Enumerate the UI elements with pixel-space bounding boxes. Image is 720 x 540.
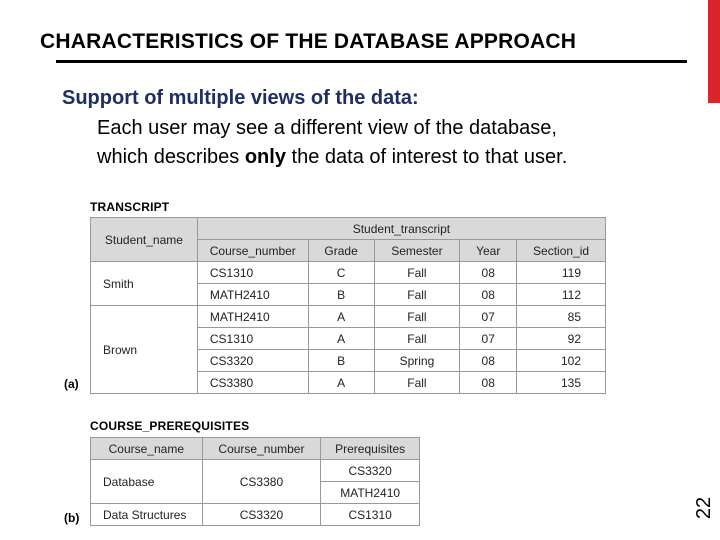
student-name-cell: Brown: [91, 306, 198, 394]
column-header: Course_name: [91, 438, 203, 460]
table-cell: 102: [517, 350, 606, 372]
table-cell: CS3380: [197, 372, 308, 394]
table-cell: B: [308, 350, 374, 372]
column-header: Semester: [374, 240, 460, 262]
table-cell: Spring: [374, 350, 460, 372]
prereq-header-row: [91, 438, 420, 460]
title-underline: [56, 60, 687, 63]
transcript-table-title: TRANSCRIPT: [90, 200, 170, 214]
prerequisites-table-title: COURSE_PREREQUISITES: [90, 419, 250, 433]
table-cell: Fall: [374, 262, 460, 284]
student-transcript-header: Student_transcript: [197, 218, 605, 240]
table-row: [91, 460, 420, 482]
course-name-cell: Database: [91, 460, 203, 504]
table-row: [91, 262, 606, 284]
table-cell: MATH2410: [197, 284, 308, 306]
body-line-2-start: which describes: [97, 146, 245, 168]
table-cell: 08: [460, 372, 517, 394]
table-cell: A: [308, 306, 374, 328]
emphasis-only: only: [244, 146, 286, 168]
column-header: Grade: [308, 240, 374, 262]
table-cell: 07: [460, 328, 517, 350]
course-prerequisites-table: [90, 437, 420, 526]
column-header: Course_number: [197, 240, 308, 262]
column-header: Prerequisites: [321, 438, 420, 460]
table-row: [91, 504, 420, 526]
table-cell: Fall: [374, 306, 460, 328]
student-name-header: Student_name: [91, 218, 198, 262]
course-number-cell: CS3320: [202, 504, 321, 526]
course-number-cell: CS3380: [202, 460, 321, 504]
transcript-header-row: [91, 218, 606, 240]
prerequisite-cell: MATH2410: [321, 482, 420, 504]
table-cell: 135: [517, 372, 606, 394]
page-number: 22: [693, 496, 715, 520]
subheading: Support of multiple views of the data:: [62, 87, 419, 109]
table-cell: A: [308, 372, 374, 394]
table-cell: B: [308, 284, 374, 306]
table-cell: Fall: [374, 372, 460, 394]
table-cell: 112: [517, 284, 606, 306]
transcript-table: [90, 217, 606, 394]
column-header: Section_id: [517, 240, 606, 262]
table-cell: 08: [460, 350, 517, 372]
table-cell: MATH2410: [197, 306, 308, 328]
table-cell: CS1310: [197, 262, 308, 284]
course-name-cell: Data Structures: [91, 504, 203, 526]
accent-bar: [708, 0, 720, 103]
slide-title: CHARACTERISTICS OF THE DATABASE APPROACH: [40, 30, 577, 53]
student-name-cell: Smith: [91, 262, 198, 306]
table-cell: A: [308, 328, 374, 350]
body-line-1: Each user may see a different view of the database,: [97, 117, 557, 139]
table-cell: CS1310: [197, 328, 308, 350]
table-cell: C: [308, 262, 374, 284]
column-header: Course_number: [202, 438, 321, 460]
prerequisite-cell: CS3320: [321, 460, 420, 482]
table-cell: 85: [517, 306, 606, 328]
table-cell: 08: [460, 262, 517, 284]
table-cell: 07: [460, 306, 517, 328]
prerequisite-cell: CS1310: [321, 504, 420, 526]
column-header: Year: [460, 240, 517, 262]
table-cell: Fall: [374, 328, 460, 350]
body-line-2-end: the data of interest to that user.: [285, 146, 568, 168]
figure-label-a: (a): [64, 377, 79, 391]
body-line-2: [97, 146, 567, 169]
table-row: [91, 306, 606, 328]
table-cell: 08: [460, 284, 517, 306]
table-cell: CS3320: [197, 350, 308, 372]
table-cell: 92: [517, 328, 606, 350]
figure-label-b: (b): [64, 511, 80, 525]
table-cell: Fall: [374, 284, 460, 306]
table-cell: 119: [517, 262, 606, 284]
